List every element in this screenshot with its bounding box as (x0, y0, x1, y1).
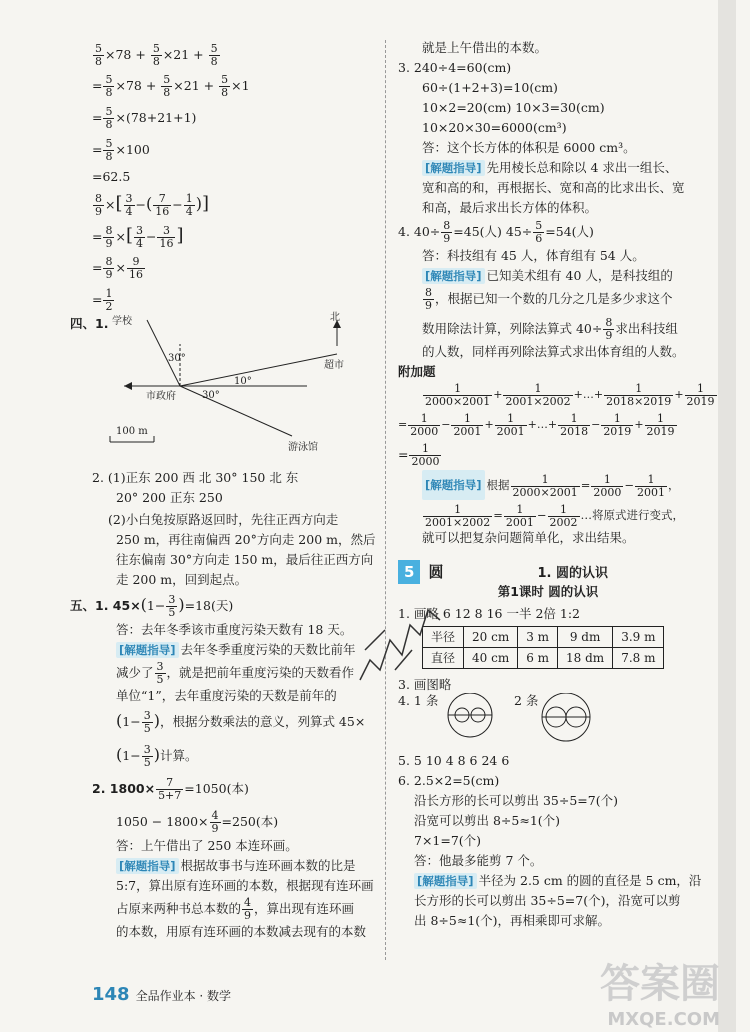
page-number: 148 (92, 984, 130, 1005)
watermark: 答案圈 MXQE.COM (600, 961, 720, 1030)
tip-label: [解题指导] (116, 642, 179, 658)
direction-map: 四、1. 学校 北 超市 市政府 游泳馆 30° 10° 30° 100 m (92, 316, 374, 466)
page-footer: 148 全品作业本 · 数学 (92, 984, 232, 1005)
right-column: 就是上午借出的本数。 3. 240÷4=60(cm) 60÷(1+2+3)=10(cm) 10×2=20(cm) 10×3=30(cm) 10×20×30=6000(cm³) 答：这个长方体的体积是 6000 cm³。 [解题指导] 先用棱长总和除以 4 求出一组长、 宽和高的和，再根据长、宽和高的比求出长、宽 和高，最后求出长方体的体积。 4. 40÷ $\frac{8}{9}$ =45(人) 45÷ $\frac{5}{6}$ =54(人) 答：科技组有 45 人，体育组有 54 人。 [解题指导] 已知美术组有 40 人，是科技组的 $\frac{8}{9}$ ，根据已知一个数的几分之几是多少求这个 数用除法计算，列除法算式 40÷ $\frac{8}{9}$ 求出科技组 的人数，同样再列除法算式求出体育组的人数。 附加题 $\frac{1}{2000\times 2001}$ + $\frac{1}{2001\times 2002}$ +…+ $\frac{1}{2018\times 2019}$ + $\frac{1}{2019}$ = $\frac{1}{2000}$ − $\frac{1}{2001}$ + $\frac{1}{2001}$ +…+ $\frac{1}{2018}$ − $\frac{1}{2019}$ + $\frac{1}{2019}$ = $\frac{1}{2000}$ [解题指导] 根据 $\frac{1}{2000\times 2001}$ = $\frac{1}{2000}$ − $\frac{1}{2001}$ ， $\frac{1}{2001\times 2002}$ = $\frac{1}{2001}$ − $\frac{1}{2002}$ …将原式进行变式， 就可以把复杂问题简单化，求出结果。 5 圆 1. 圆的认识 第1课时 圆的认识 1. 画略 6 12 8 16 一半 2倍 1:2 半径 20 cm 3 m 9 dm 3.9 m 直径 40 cm 6 m 18 dm 7.8 m 3. 画图略 4. 1 条 2 条 5. 5 10 4 8 6 24 6 6. 2.5×2=5(cm) 沿长方形的长可以剪出 35÷5=7(个) 沿宽可以剪出 8÷5≈1(个) 7×1=7(个) 答：他最多能剪 7 个。 [解题指导] 半径为 2.5 cm 的圆的直径是 5 cm，沿 长方形的长可以剪出 35÷5=7(个)，沿宽可以剪 出 8÷5≈1(个)，再相乘即可求解。 (398, 40, 715, 928)
left-column: $\frac{5}{8}$ ×78 + $\frac{5}{8}$ ×21 + $\frac{5}{8}$ = $\frac{5}{8}$ ×78 + $\frac{5}{8}$ ×21 + $\frac{5}{8}$ ×1 = $\frac{5}{8}$ ×(78+21+1) = $\frac{5}{8}$ ×100 =62.5 $\frac{8}{9}$ ×[ $\frac{3}{4}$ −( $\frac{7}{16}$ − $\frac{1}{4}$ )] = $\frac{8}{9}$ ×[ $\frac{3}{4}$ − $\frac{3}{16}$ ] = $\frac{8}{9}$ × $\frac{9}{16}$ = $\frac{1}{2}$ 四、1. 学校 北 超市 市政府 游泳馆 30° 10° 30° 100 m 2. (1)正东 200 西 北 30° 150 北 东 20° 200 正东 250 (2)小白兔按原路返回时，先往正西方向走 250 m，再往南偏西 20°方向走 200 m，然后 往东偏南 30°方向走 150 m，最后往正西方向 走 200 m，回到起点。 五、1. 45×(1− $\frac{3}{5}$ )=18(天) 答：去年冬季该市重度污染天数有 18 天。 [解题指导] 去年冬季重度污染的天数比前年 减少了 $\frac{3}{5}$ ，就是把前年重度污染的天数看作 单位“1”，去年重度污染的天数是前年的 (1− $\frac{3}{5}$ )，根据分数乘法的意义，列算式 45× (1− $\frac{3}{5}$ )计算。 2. 1800× $\frac{7}{5+7}$ =1050(本) 1050 − 1800× $\frac{4}{9}$ =250(本) 答：上午借出了 250 本连环画。 [解题指导] 根据故事书与连环画本数的比是 5:7，算出原有连环画的本数，根据现有连环画 占原来两种书总本数的 $\frac{4}{9}$ ，算出现有连环画 的本数，用原有连环画的本数减去现有的本数 (70, 42, 376, 939)
chapter-heading: 5 圆 1. 圆的认识 (398, 560, 698, 582)
radius-diameter-table: 半径 20 cm 3 m 9 dm 3.9 m 直径 40 cm 6 m 18 dm 7.8 m (422, 626, 664, 669)
map-diagram (92, 316, 372, 466)
circle-figures: 4. 1 条 2 条 (398, 693, 698, 749)
handwritten-scribble (350, 600, 450, 690)
chapter-badge: 5 (398, 560, 420, 584)
column-divider (385, 40, 386, 960)
circles-diagram (398, 693, 698, 749)
page-binding-edge (718, 0, 736, 1032)
fraction: $\frac{5}{8}$ (95, 42, 102, 68)
